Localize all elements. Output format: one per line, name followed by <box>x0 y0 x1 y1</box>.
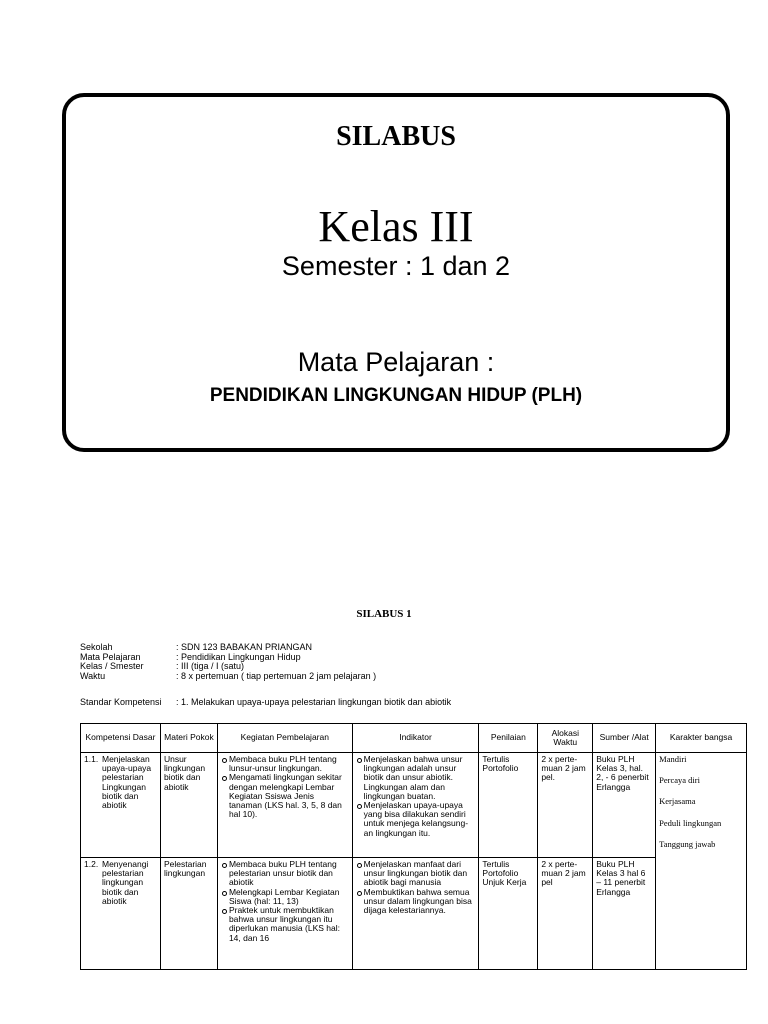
indikator-item: Menjelaskan upaya-upaya yang bisa dilakukan sendiri untuk menjega kelangsung-an lingkungan itu. <box>356 801 476 838</box>
header-cell: Materi Pokok <box>160 724 217 753</box>
kegiatan-item: Mengamati lingkungan sekitar dengan melengkapi Lembar Kegiatan Ssiswa Jenis tanaman (LKS hal. 3, 5, 8 dan hal 10). <box>221 773 349 819</box>
info-label: Mata Pelajaran <box>80 651 141 662</box>
karakter-cell <box>656 753 747 970</box>
section-title: SILABUS 1 <box>356 608 412 620</box>
kegiatan-item: Membaca buku PLH tentang lunsur-unsur lingkungan. <box>221 755 349 773</box>
sumber-cell: Buku PLH Kelas 3, hal. 2, - 6 penerbit Erlangga <box>593 753 656 858</box>
materi-cell: Pelestarian lingkungan <box>160 858 217 970</box>
info-value: : SDN 123 BABAKAN PRIANGAN <box>176 642 313 652</box>
penilaian-cell: Tertulis Portofolio Unjuk Kerja <box>479 858 538 970</box>
cover-mapel: PENDIDIKAN LINGKUNGAN HIDUP (PLH) <box>209 385 583 406</box>
kegiatan-cell <box>217 753 352 858</box>
karakter-item: Percaya diri <box>659 775 700 786</box>
info-row <box>80 672 376 682</box>
cover-title: SILABUS <box>336 121 456 152</box>
header-cell: Penilaian <box>479 724 538 753</box>
info-label: Waktu <box>80 670 106 681</box>
table-row <box>81 858 747 970</box>
alokasi-cell: 2 x perte-muan 2 jam pel. <box>538 753 593 858</box>
kd-cell <box>81 858 161 970</box>
kd-text: Menyenangi pelestarian lingkungan biotik dan abiotik <box>102 859 149 906</box>
kegiatan-item: Membaca buku PLH tentang pelestarian unsur biotik dan abiotik <box>221 860 349 888</box>
karakter-item: Mandiri <box>659 754 687 764</box>
materi-cell: Unsur lingkungan biotik dan abiotik <box>160 753 217 858</box>
header-cell: Alokasi Waktu <box>538 724 593 753</box>
standar-kompetensi <box>80 697 451 707</box>
standar-value: : 1. Melakukan upaya-upaya pelestarian lingkungan biotik dan abiotik <box>176 697 452 707</box>
kd-number: 1.1. <box>84 754 99 764</box>
cover-mapel-label: Mata Pelajaran : <box>297 347 495 377</box>
info-label: Kelas / Smester <box>80 661 144 671</box>
header-cell: Kegiatan Pembelajaran <box>217 724 352 753</box>
silabus-table <box>80 723 747 970</box>
kd-cell <box>81 753 161 858</box>
table-row <box>81 753 747 858</box>
kegiatan-item: Melengkapi Lembar Kegiatan Siswa (hal: 11, 13) <box>221 888 349 906</box>
cover-box <box>62 93 730 452</box>
table-header-row <box>81 724 747 753</box>
kd-text: Menjelaskan upaya-upaya pelestarian Lingkungan biotik dan abiotik <box>102 754 152 811</box>
indikator-item: Menjelaskan bahwa unsur lingkungan adalah unsur biotik dan unsur abiotik. Lingkungan alam dan lingkungan buatan. <box>356 755 476 801</box>
indikator-item: Membuktikan bahwa semua unsur dalam lingkungan bisa dijaga kelestariannya. <box>356 888 476 916</box>
info-value: : III (tiga / I (satu) <box>176 661 245 671</box>
kd-number: 1.2. <box>84 859 99 869</box>
cover-kelas: Kelas III <box>318 202 474 251</box>
kegiatan-item: Praktek untuk membuktikan bahwa unsur lingkungan itu diperlukan manusia (LKS hal: 14, dan 16 <box>221 906 349 943</box>
header-cell: Karakter bangsa <box>656 724 747 753</box>
karakter-item: Tanggung jawab <box>659 838 716 849</box>
header-cell: Kompetensi Dasar <box>81 724 161 753</box>
indikator-item: Menjelaskan manfaat dari unsur lingkungan biotik dan abiotik bagi manusia <box>356 860 476 888</box>
info-value: : 8 x pertemuan ( tiap pertemuan 2 jam pelajaran ) <box>176 670 377 681</box>
sumber-cell: Buku PLH Kelas 3 hal 6 – 11 penerbit Erlangga <box>593 858 656 970</box>
kegiatan-cell <box>217 858 352 970</box>
indikator-cell <box>352 858 479 970</box>
alokasi-cell: 2 x perte-muan 2 jam pel <box>538 858 593 970</box>
karakter-item: Peduli lingkungan <box>659 817 722 828</box>
info-block <box>80 643 376 681</box>
header-cell: Indikator <box>352 724 479 753</box>
info-label: Sekolah <box>80 642 113 652</box>
karakter-item: Kerjasama <box>659 796 696 807</box>
info-value: : Pendidikan Lingkungan Hidup <box>176 651 301 662</box>
standar-label: Standar Kompetensi <box>80 697 162 707</box>
cover-semester: Semester : 1 dan 2 <box>281 251 511 281</box>
penilaian-cell: Tertulis Portofolio <box>479 753 538 858</box>
indikator-cell <box>352 753 479 858</box>
header-cell: Sumber /Alat <box>593 724 656 753</box>
